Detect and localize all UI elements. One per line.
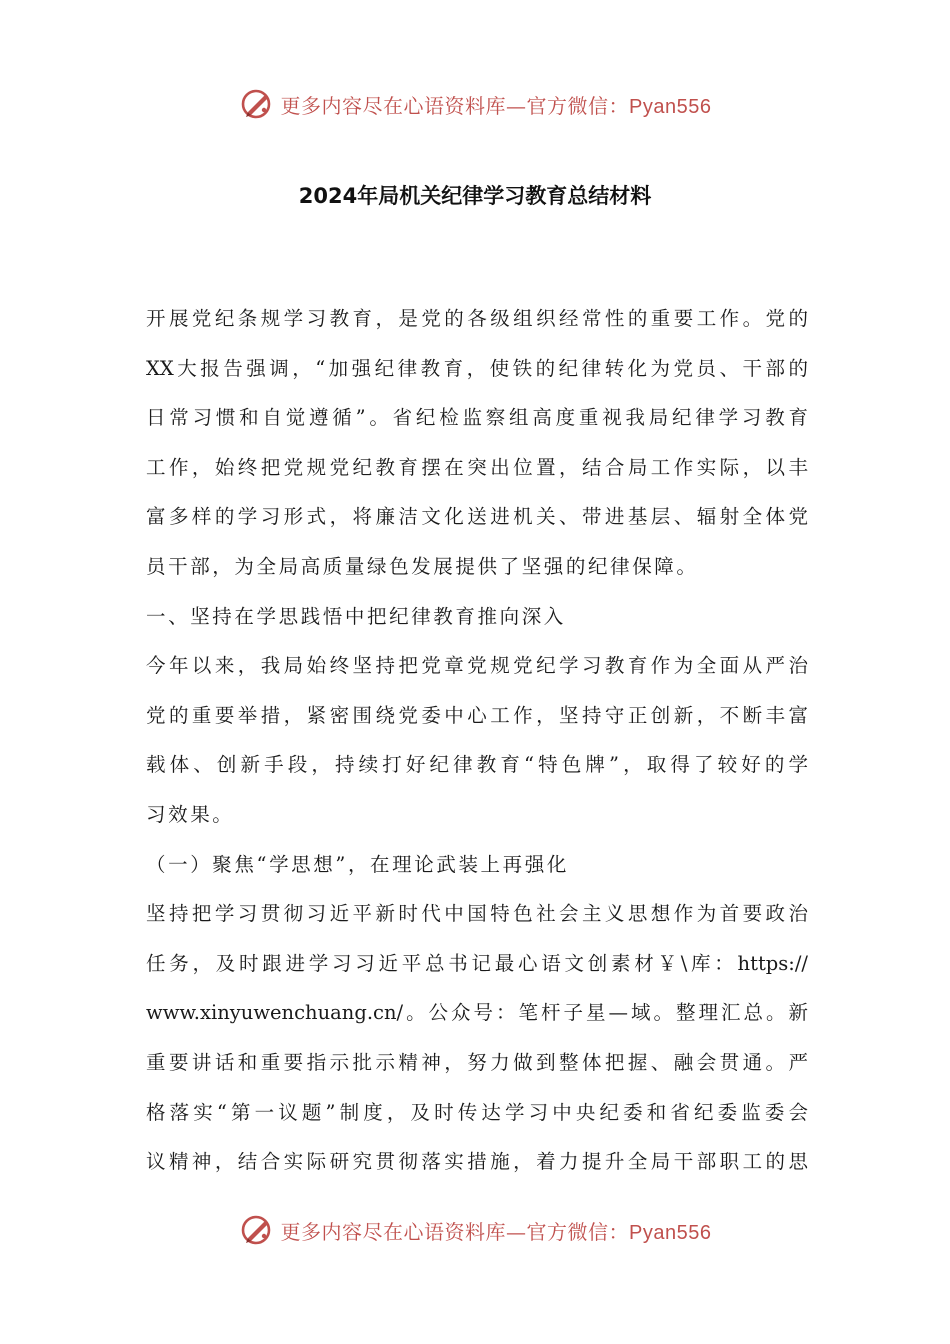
document-body <box>146 294 808 1187</box>
body-line: 今年以来，我局始终坚持把党章党规党纪学习教育作为全面从严治 <box>146 654 808 678</box>
body-line: 坚持把学习贯彻习近平新时代中国特色社会主义思想作为首要政治 <box>146 902 808 926</box>
body-line: 议精神，结合实际研究贯彻落实措施，着力提升全局干部职工的思 <box>146 1150 808 1174</box>
body-line: 习效果。 <box>146 802 235 826</box>
footer-wechat-id: Pyan556 <box>629 1221 712 1244</box>
body-line: 富多样的学习形式，将廉洁文化送进机关、带进基层、辐射全体党 <box>146 505 808 529</box>
pen-logo-icon <box>239 86 275 122</box>
body-line: XX大报告强调，“加强纪律教育，使铁的纪律转化为党员、干部的 <box>146 356 808 380</box>
body-line: 重要讲话和重要指示批示精神，努力做到整体把握、融会贯通。严 <box>146 1050 808 1074</box>
subsection-heading: （一）聚焦“学思想”，在理论武装上再强化 <box>146 852 569 876</box>
header-wechat-id: Pyan556 <box>629 95 712 118</box>
section-heading: 一、坚持在学思践悟中把纪律教育推向深入 <box>146 604 566 628</box>
body-line: 任务，及时跟进学习习近平总书记最心语文创素材￥\库：https:// <box>146 951 808 975</box>
body-line: 载体、创新手段，持续打好纪律教育“特色牌”，取得了较好的学 <box>146 753 808 777</box>
body-line: 格落实“第一议题”制度，及时传达学习中央纪委和省纪委监委会 <box>146 1100 808 1124</box>
document-title: 2024年局机关纪律学习教育总结材料 <box>298 184 652 208</box>
header-banner-text: 更多内容尽在心语资料库—官方微信：Pyan556 <box>280 93 712 118</box>
body-line: 员干部，为全局高质量绿色发展提供了坚强的纪律保障。 <box>146 554 699 578</box>
body-line: 党的重要举措，紧密围绕党委中心工作，坚持守正创新，不断丰富 <box>146 703 808 727</box>
pen-logo-icon <box>239 1212 275 1248</box>
body-line: 日常习惯和自觉遵循”。省纪检监察组高度重视我局纪律学习教育 <box>146 406 808 430</box>
body-line: 工作，始终把党规党纪教育摆在突出位置，结合局工作实际，以丰 <box>146 455 808 479</box>
footer-banner-text: 更多内容尽在心语资料库—官方微信：Pyan556 <box>280 1219 712 1244</box>
body-line: www.xinyuwenchuang.cn/。公众号：笔杆子星—域。整理汇总。新 <box>146 1001 808 1025</box>
footer-banner <box>0 1210 950 1250</box>
body-line: 开展党纪条规学习教育，是党的各级组织经常性的重要工作。党的 <box>146 307 808 330</box>
header-banner <box>0 84 950 124</box>
